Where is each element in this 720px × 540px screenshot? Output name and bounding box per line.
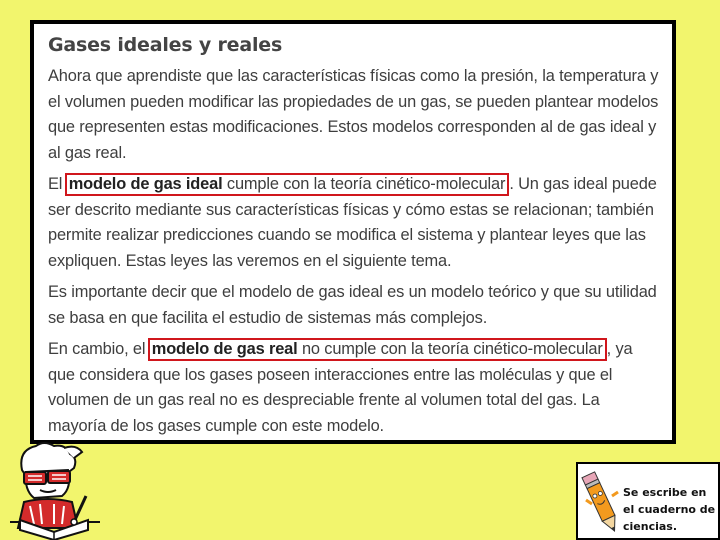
text-panel-content [34, 24, 672, 440]
notebook-reminder-box [576, 462, 720, 540]
paragraph-intro: Ahora que aprendiste que las características físicas como la presión, la temperatura y el volumen pueden modificar las propiedades de un gas, se pueden plantear modelos que representen estas modificaciones. Estos modelos corresponden al de gas ideal y al gas real. [48, 67, 659, 162]
paragraph-ideal-gas [48, 172, 662, 274]
ideal-gas-highlight [65, 173, 510, 196]
paragraph-ideal-model-note: Es importante decir que el modelo de gas ideal es un modelo teórico y que su utilidad se basa en que facilita el estudio de sistemas más complejos. [48, 283, 657, 327]
notebook-reminder-text: Se escribe en el cuaderno de ciencias. [623, 486, 716, 533]
real-gas-highlight-rest: no cumple con la teoría cinético-molecular [297, 340, 603, 358]
section-title: Gases ideales y reales [48, 34, 283, 56]
ideal-gas-lead: El [48, 175, 67, 193]
text-panel [30, 20, 676, 444]
paragraph-real-gas [48, 337, 662, 439]
real-gas-highlight [148, 338, 607, 361]
real-gas-body: , ya que considera que los gases poseen interacciones entre las moléculas y que el volumen de un gas real no es despreciable frente al volumen total del gas. La mayoría de los gases cumple con este modelo. [48, 340, 633, 435]
ideal-gas-term: modelo de gas ideal [68, 175, 223, 193]
real-gas-term: modelo de gas real [151, 340, 298, 358]
pencil-icon [580, 466, 622, 538]
real-gas-lead: En cambio, el [48, 340, 150, 358]
ideal-gas-highlight-rest: cumple con la teoría cinético-molecular [222, 175, 506, 193]
student-writing-mascot-icon [4, 440, 104, 540]
ideal-gas-body: . Un gas ideal puede ser descrito mediante sus características físicas y cómo estas se relacionan; también permite realizar predicciones cuando se modifica el sistema y plantear leyes que las expliquen. Estas leyes las veremos en el siguiente tema. [48, 175, 657, 270]
